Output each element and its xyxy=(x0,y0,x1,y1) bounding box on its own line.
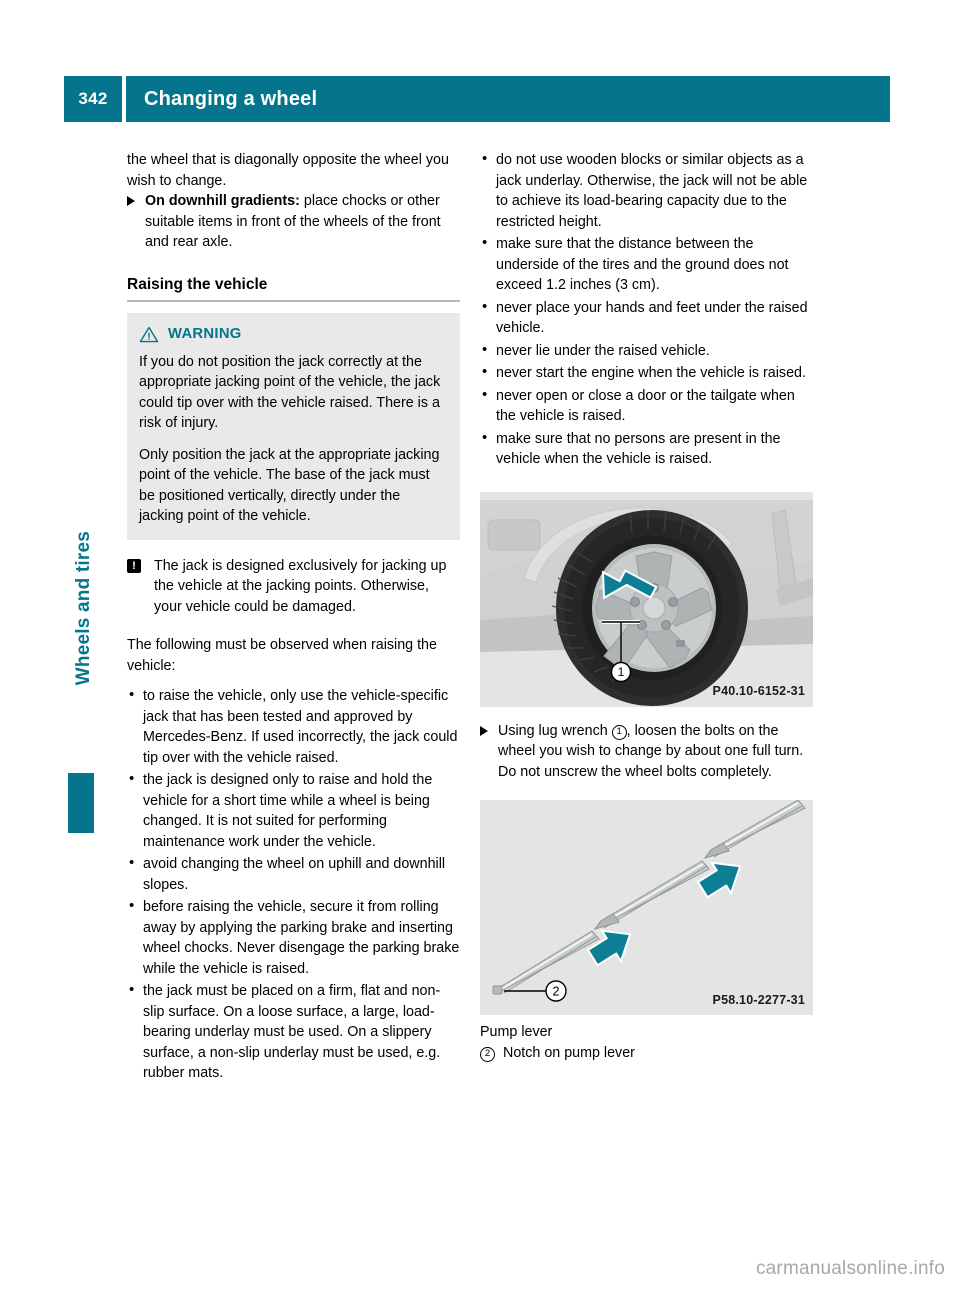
list-item: • make sure that the distance between the underside of the tires and the ground does not exceed 1.2 inches (3 cm). xyxy=(480,234,813,296)
list-item: • before raising the vehicle, secure it from rolling away by applying the parking brake and inserting wheel chocks. Never disengage the parking brake while the vehicle is raised. xyxy=(127,897,460,979)
warning-box xyxy=(127,313,460,540)
chapter-label: Wheels and tires xyxy=(73,531,94,686)
page-title: Changing a wheel xyxy=(144,87,318,110)
warning-triangle-icon xyxy=(139,326,159,343)
legend-item xyxy=(480,1043,813,1064)
warning-paragraph-1: If you do not position the jack correctly at the appropriate jacking point of the vehicle, the jack could tip over with the vehicle raised. There is a risk of injury. xyxy=(139,353,441,431)
list-item: • make sure that no persons are present in the vehicle when the vehicle is raised. xyxy=(480,429,813,470)
wheel-with-lug-wrench-illustration xyxy=(480,492,813,707)
notice-block xyxy=(127,556,460,618)
step-downhill-gradients xyxy=(127,191,460,253)
section-heading-raising-the-vehicle: Raising the vehicle xyxy=(127,275,460,303)
step-loosen-before: Using lug wrench xyxy=(498,722,612,739)
callout-reference-2: 2 xyxy=(480,1047,495,1062)
figure-image-id: P58.10-2277-31 xyxy=(712,992,805,1007)
svg-text:2: 2 xyxy=(552,984,560,999)
list-item: • never place your hands and feet under the raised vehicle. xyxy=(480,298,813,339)
step-downhill-rest: place chocks or other suitable items in front of the wheels of the front and rear axle. xyxy=(145,193,441,250)
list-item: • do not use wooden blocks or similar objects as a jack underlay. Otherwise, the jack will not be able to achieve its load-bearing capacity due to the restricted height. xyxy=(480,150,813,232)
step-arrow-icon xyxy=(127,196,135,206)
intro-paragraph: The following must be observed when raising the vehicle: xyxy=(127,637,437,674)
left-column xyxy=(127,150,460,1084)
list-item: • never open or close a door or the tailgate when the vehicle is raised. xyxy=(480,386,813,427)
legend-item-label: Notch on pump lever xyxy=(503,1045,635,1061)
figure-image-id: P40.10-6152-31 xyxy=(712,684,805,698)
chapter-marker-block xyxy=(68,773,94,833)
notice-exclamation-icon: ! xyxy=(127,559,141,573)
list-item: • never lie under the raised vehicle. xyxy=(480,341,813,362)
continued-paragraph: the wheel that is diagonally opposite the wheel you wish to change. xyxy=(127,152,449,189)
list-item: • the jack must be placed on a firm, flat and non-slip surface. On a loose surface, a large, load-bearing underlay must be used. On a slippery surface, a non-slip underlay must be used, e.g. rubber mats. xyxy=(127,981,460,1084)
callout-reference-1: 1 xyxy=(612,725,627,740)
svg-text:1: 1 xyxy=(617,664,625,679)
page-header xyxy=(64,76,890,122)
list-item: • avoid changing the wheel on uphill and downhill slopes. xyxy=(127,854,460,895)
list-item: • never start the engine when the vehicle is raised. xyxy=(480,363,813,384)
list-item: • to raise the vehicle, only use the vehicle-specific jack that has been tested and approved by Mercedes-Benz. If used incorrectly, the jack could tip over with the vehicle raised. xyxy=(127,686,460,768)
warning-title: WARNING xyxy=(168,326,242,342)
list-item: • the jack is designed only to raise and hold the vehicle for a short time while a wheel is being changed. It is not suited for performing maintenance work under the vehicle. xyxy=(127,770,460,852)
figure-legend xyxy=(480,1022,813,1064)
site-watermark: carmanualsonline.info xyxy=(755,1258,945,1279)
page-number: 342 xyxy=(78,89,108,108)
warning-paragraph-2: Only position the jack at the appropriate jacking point of the vehicle. The base of the jack must be positioned vertically, directly under the jacking point of the vehicle. xyxy=(139,446,440,524)
warning-header xyxy=(139,324,448,345)
step-loosen-after: , loosen the bolts on the wheel you wish to change by about one full turn. Do not unscrew the wheel bolts completely. xyxy=(498,722,804,780)
step-downhill-lead: On downhill gradients: xyxy=(145,193,300,209)
right-column xyxy=(480,150,813,1064)
figure-caption: Pump lever xyxy=(480,1024,553,1040)
step-arrow-icon xyxy=(480,726,488,736)
notice-text: The jack is designed exclusively for jacking up the vehicle at the jacking points. Otherwise, your vehicle could be damaged. xyxy=(154,557,447,615)
chapter-tab xyxy=(64,531,104,870)
pump-lever-illustration xyxy=(480,800,813,1015)
step-loosen-bolts xyxy=(480,721,813,783)
